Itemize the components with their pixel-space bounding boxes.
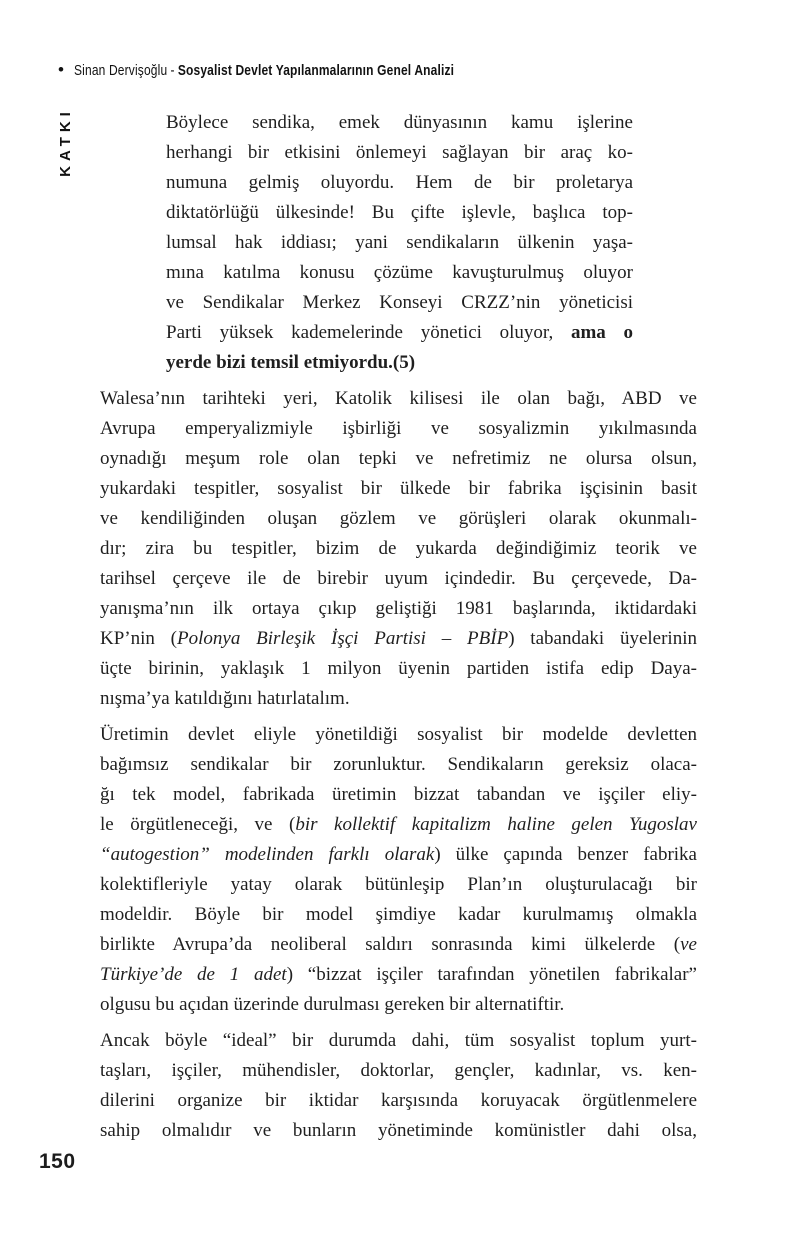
header-separator: - (170, 62, 175, 79)
text-line: herhangi bir etkisini önlemeyi sağlayan bir araç ko- (166, 142, 633, 163)
journal-spine-label: KATKI (57, 107, 74, 177)
text-line: dilerini organize bir iktidar karşısında koruyacak örgütlenmelere (100, 1090, 697, 1111)
text-line: birlikte Avrupa’da neoliberal saldırı sonrasında kimi ülkelerde (ve (100, 934, 697, 955)
text-line: tarihsel çerçeve ile de birebir uyum içindedir. Bu çerçevede, Da- (100, 568, 697, 589)
text-line: modeldir. Böyle bir model şimdiye kadar kurulmamış olmakla (100, 904, 697, 925)
text-line: diktatörlüğü ülkesinde! Bu çifte işlevle, başlıca top- (166, 202, 633, 223)
text-line: kolektifleriyle yatay olarak bütünleşip Plan’ın oluşturulacağı bir (100, 874, 697, 895)
text-line: Üretimin devlet eliyle yönetildiği sosyalist bir modelde devletten (100, 724, 697, 745)
text-line: ve Sendikalar Merkez Konseyi CRZZ’nin yöneticisi (166, 292, 633, 313)
body-paragraph (100, 720, 697, 1020)
text-line: ve kendiliğinden oluşan gözlem ve görüşleri olarak okunmalı- (100, 508, 697, 529)
text-line: yukardaki tespitler, sosyalist bir ülkede bir fabrika işçisinin basit (100, 478, 697, 499)
block-quote (166, 108, 633, 378)
text-line: “autogestion” modelinden farklı olarak) ülke çapında benzer fabrika (100, 844, 697, 865)
text-line: lumsal hak iddiası; yani sendikaların ülkenin yaşa- (166, 232, 633, 253)
text-line: le örgütleneceği, ve (bir kollektif kapitalizm haline gelen Yugoslav (100, 814, 697, 835)
text-line: mına katılma konusu çözüme kavuşturulmuş oluyor (166, 262, 633, 283)
body-paragraph (100, 384, 697, 714)
page-number: 150 (39, 1150, 76, 1173)
text-line: oynadığı meşum role olan tepki ve nefretimiz ne olursa olsun, (100, 448, 697, 469)
header-author: Sinan Dervişoğlu (73, 62, 168, 79)
text-line: taşları, işçiler, mühendisler, doktorlar, gençler, kadınlar, vs. ken- (100, 1060, 697, 1081)
text-line: Türkiye’de de 1 adet) “bizzat işçiler tarafından yönetilen fabrikalar” (100, 964, 697, 985)
text-line: yanışma’nın ilk ortaya çıkıp geliştiği 1981 başlarında, iktidardaki (100, 598, 697, 619)
text-line: nışma’ya katıldığını hatırlatalım. (100, 688, 350, 709)
header-bullet-icon: • (58, 60, 64, 79)
text-line: Avrupa emperyalizmiyle işbirliği ve sosyalizmin yıkılmasında (100, 418, 697, 439)
text-line: numuna gelmiş oluyordu. Hem de bir proletarya (166, 172, 633, 193)
text-line: ğı tek model, fabrikada üretimin bizzat tabandan ve işçiler eliy- (100, 784, 697, 805)
text-line: Böylece sendika, emek dünyasının kamu işlerine (166, 112, 633, 133)
text-line: Parti yüksek kademelerinde yönetici oluyor, ama o (166, 322, 634, 343)
text-line: Walesa’nın tarihteki yeri, Katolik kilisesi ile olan bağı, ABD ve (100, 388, 697, 409)
text-line: KP’nin (Polonya Birleşik İşçi Partisi – PBİP) tabandaki üyelerinin (100, 628, 697, 649)
header-article-title: Sosyalist Devlet Yapılanmalarının Genel Analizi (177, 62, 455, 79)
text-line: dır; zira bu tespitler, bizim de yukarda değindiğimiz teorik ve (100, 538, 697, 559)
body-paragraph (100, 1026, 697, 1146)
running-header (58, 62, 549, 79)
header-text (74, 62, 454, 79)
text-line: sahip olmalıdır ve bunların yönetiminde komünistler dahi olsa, (100, 1120, 697, 1141)
text-line: üçte birinin, yaklaşık 1 milyon üyenin partiden istifa edip Daya- (100, 658, 697, 679)
text-line: yerde bizi temsil etmiyordu.(5) (166, 352, 416, 373)
text-line: Ancak böyle “ideal” bir durumda dahi, tüm sosyalist toplum yurt- (100, 1030, 697, 1051)
page-content (100, 108, 697, 1146)
text-line: bağımsız sendikalar bir zorunluktur. Sendikaların gereksiz olaca- (100, 754, 697, 775)
text-line: olgusu bu açıdan üzerinde durulması gereken bir alternatiftir. (100, 994, 565, 1015)
